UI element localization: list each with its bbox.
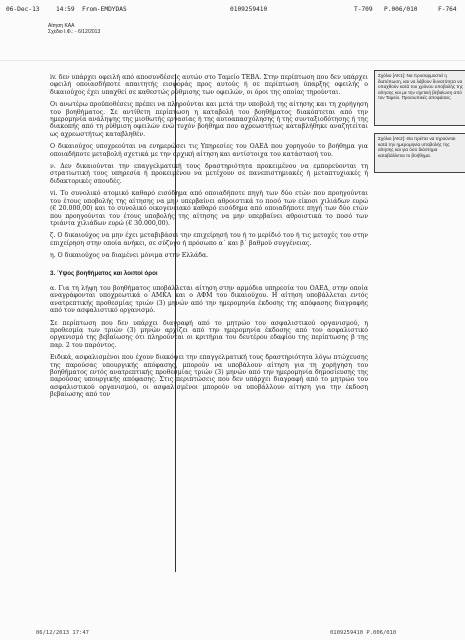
fax-from: From-EMDYDAS: [82, 6, 127, 13]
paragraph-conditions: Οι ανωτέρω προϋποθέσεις πρέπει να πληρούνται και μετά την υποβολή της αίτησης και τη χορήγηση του βοηθήματος. Σε αντίθετη περίπτωση η καταβολή του βοηθήματος διακόπτεται από την ημερομηνία ανάληψης της μισθωτής εργασίας ή της αυτοαπασχόλησης ή της συνταξιοδότησης ή της διακοπής από τη ρύθμιση οφειλών ενώ τυχόν βοήθημα που αχρεωστήτως καταβλήθηκε αναζητείται ως αχρεωστήτως καταβληθέν.: [50, 101, 368, 138]
section-paragraph-b: Σε περίπτωση που δεν υπάρχει διαγραφή από το μητρώο του ασφαλιστικού οργανισμού, η προθεσμία των τριών (3) μηνών αρχίζει από την ημερομηνία έκδοσης από τον ασφαλιστικό οργανισμό της βεβαίωσης ότι πληρούνται οι κριτήρια του δευτέρου εδαφίου της περίπτωσης β της παρ. 2 του παρόντος.: [50, 319, 368, 349]
document-header: [48, 23, 100, 35]
paragraph-i: η. Ο δικαιούχος να διαμένει μόνιμα στην Ελλάδα.: [50, 252, 209, 260]
fax-date: 06-Dec-13: [6, 6, 40, 13]
paragraph-z: ζ. Ο δικαιούχος να μην έχει μεταβιβάσει την επιχείρησή του ή το μερίδιό του ή τις μετοχές του στην επιχείρηση στην οποία ανήκει, σε σύζυγο ή πρόσωπο α΄ και β΄ βαθμού συγγένειας.: [50, 232, 368, 247]
fax-t: T-709: [354, 6, 373, 13]
document-header-line2: Σχέδιο Ι.Φ.: - 6/12/2013: [48, 29, 101, 35]
document-header-line1: Αίτηση ΚΑΑ: [48, 23, 75, 29]
section-title: 3. Ύψος βοηθήματος και λοιποί όροι: [50, 269, 158, 277]
paragraph-obligation: Ο δικαιούχος υποχρεούται να ενημερώσει τις Υπηρεσίες του ΟΑΕΔ που χορηγούν το βοήθημα για οποιαδήποτε μεταβολή σχετικά με την αρχική αίτηση και αντίστοιχα του κατάστασή του.: [50, 143, 368, 158]
fax-header: [0, 6, 465, 18]
section-paragraph-c: Ειδικά, ασφαλισμένοι που έχουν διακόψει την επαγγελματική τους δραστηριότητα λόγω πτώχευσης της παρούσας υπουργικής απόφασης, μπορούν να υποβάλουν αίτηση για τη χορήγηση του βοηθήματος εντός ανατρεπτικής προθεσμίας τριών (3) μηνών από την ημερομηνία δημοσίευσης της παρούσας υπουργικής απόφασης. Στις περιπτώσεις που δεν υπάρχει διαγραφή από το μητρώο του ασφαλιστικού οργανισμού, οι ασφαλισμένοι μπορούν να υποβάλλουν αίτηση για την έκδοση βεβαίωσης από τον: [50, 354, 368, 399]
document-body: [50, 74, 368, 404]
footer-left: 06/12/2013 17:47: [36, 630, 89, 636]
comment-note-2: Σχόλιο [ΑΚ2]: Θα πρέπει να τηρούνται κατά την ημερομηνία υποβολής της αίτησης και για όσο διάστημα καταβάλλεται το βοήθημα.: [374, 133, 465, 173]
comment-note-1: Σχόλιο [ΑΚ1]: Να προσαρμοστεί η διατύπωση, και να λάβουν δυνατότητα να υπαχθούν κατά του χρόνου υποβολής της αίτησης και με την σχετική βεβαίωση από τον Ταμείο. Προσωπικές αποφάσεις.: [374, 70, 465, 126]
paragraph-iv: iv. δεν υπάρχει οφειλή από αποσυνδέσεις αυτών στο Ταμείο ΤΕΒΑ. Στην περίπτωση που δεν υπάρχει οφειλή οποιασδήποτε απαιτητής εισφοράς προς αυτούς ή σε περίπτωση ύπαρξης οφειλής ο δικαιούχος έχει υπαχθεί σε καθεστώς ρύθμισης των οφειλών, οι όροι της οποίας τηρούνται.: [50, 74, 368, 96]
footer-right: 0109259410 P.006/010: [330, 630, 397, 636]
scan-line: [0, 60, 465, 61]
fax-time: 14:59: [56, 6, 75, 13]
fax-footer: [0, 630, 465, 640]
section-paragraph-a: α. Για τη λήψη του βοηθήματος υποβάλλεται αίτηση στην αρμόδια υπηρεσία του ΟΑΕΔ, στην οποία αναγράφονται υποχρεωτικά ο ΑΜΚΑ και ο ΑΦΜ του δικαιούχου. Η αίτηση υποβάλλεται εντός ανατρεπτικής προθεσμίας τριών (3) μηνών από την ημερομηνία έκδοσης της απόφασης διαγραφής από τον ασφαλιστικό οργανισμό.: [50, 284, 368, 315]
fax-pages: P.006/010: [384, 6, 418, 13]
paragraph-v: ν. Δεν δικαιούνται την επαγγελματική τους δραστηριότητα προκειμένου να εμπορεύονται τη στρατιωτική τους υπηρεσία ή προκειμένου να μετέχουν σε πανεπιστημιακές ή μεταπτυχιακές ή διδακτορικές σπουδές.: [50, 163, 368, 185]
paragraph-vi: vi. Το συνολικό ατομικό καθαρό εισόδημα από οποιαδήποτε πηγή των δύο ετών που προηγούνται του έτους υποβολής της αίτησης να μην υπερβαίνει αθροιστικά το ποσό των είκοσι χιλιάδων ευρώ (€ 20.000,00) και το συνολικό οικογενειακό καθαρό εισόδημα από οποιαδήποτε πηγή των δύο ετών που προηγούνται του έτους υποβολής της αίτησης να μην υπερβαίνει αθροιστικά το ποσό των τριάντα χιλιάδων ευρώ (€ 30.000,00).: [50, 190, 368, 227]
fax-number: 0109259410: [230, 6, 268, 13]
fax-f: F-764: [438, 6, 457, 13]
